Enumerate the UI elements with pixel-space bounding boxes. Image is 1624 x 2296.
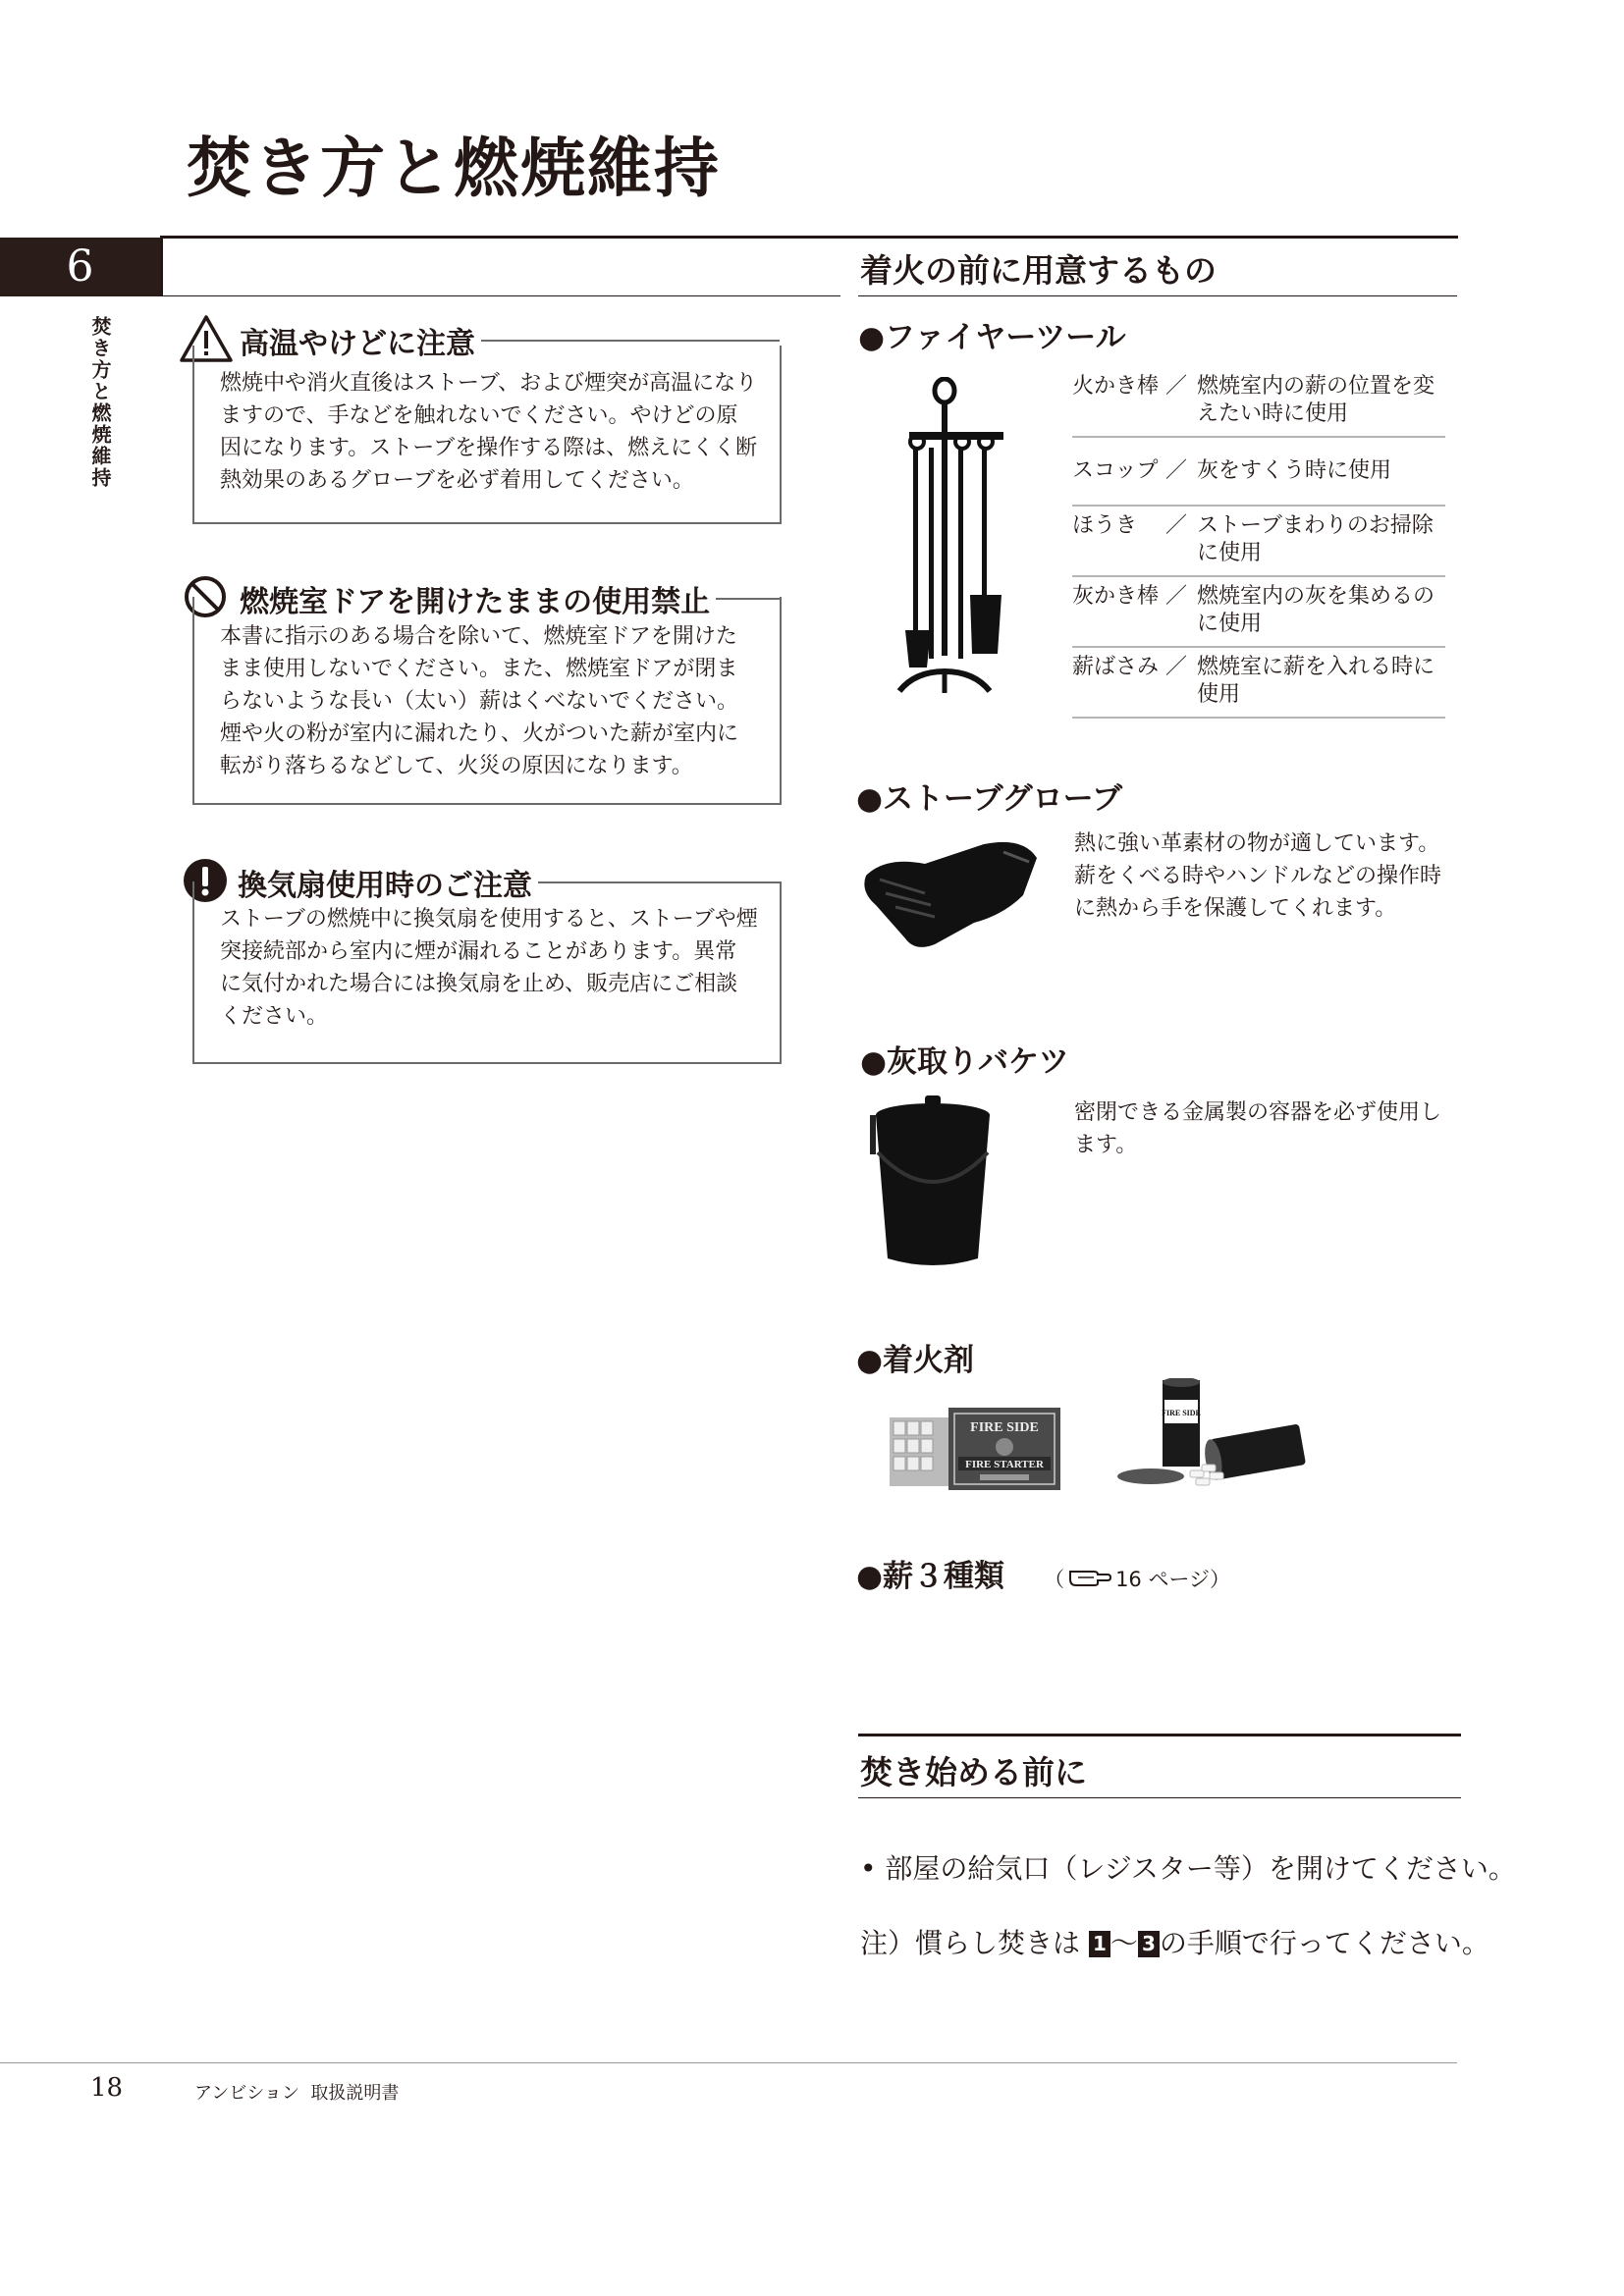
wood-reference[interactable]: （ 16 ページ）: [1044, 1564, 1230, 1593]
tool-description: ストーブまわりのお掃除に使用: [1197, 513, 1434, 565]
before-heading: 焚き始める前に: [860, 1753, 1087, 1791]
notice-title: 高温やけどに注意: [234, 319, 481, 362]
tool-separator: ／: [1165, 655, 1188, 679]
tool-name: 灰かき棒: [1072, 584, 1160, 609]
notice-fan-box: [192, 881, 782, 1064]
notice-door-box: [192, 597, 782, 805]
before-heading-rule-bottom: [858, 1797, 1461, 1798]
glove-description: 熱に強い革素材の物が適しています。薪をくべる時やハンドルなどの操作時に熱から手を保護してくれます。: [1074, 831, 1442, 921]
notice-text: 燃焼中や消火直後はストーブ、および煙突が高温になりますので、手などを触れないでください。やけどの原因になります。ストーブを操作する際は、燃えにくく断熱効果のあるグローブを必ず着用してください。: [220, 371, 758, 493]
notice-title: 燃焼室ドアを開けたままの使用禁止: [234, 577, 716, 620]
glove-title: ●ストーブグローブ: [856, 781, 1123, 817]
tool-separator: ／: [1165, 458, 1188, 483]
tool-separator: ／: [1165, 513, 1188, 538]
ash-bucket-image: [864, 1094, 1001, 1276]
fire-tool-set-image: [895, 377, 1013, 705]
fire-starter-title: ●着火剤: [856, 1343, 975, 1378]
tool-row-tongs: [1072, 654, 1445, 719]
pointing-hand-icon: [1068, 1566, 1111, 1592]
open-register-instruction: • 部屋の給気口（レジスター等）を開けてください。: [860, 1852, 1516, 1885]
manual-title: アンビション 取扱説明書: [194, 2083, 400, 2104]
notice-high-temp-box: [192, 346, 782, 524]
header-rule-top: [160, 236, 1458, 239]
box-label-top: FIRE SIDE: [970, 1420, 1039, 1435]
tool-name: 火かき棒: [1072, 374, 1160, 399]
page-title: 焚き方と燃焼維持: [187, 130, 721, 206]
bucket-description: 密閉できる金属製の容器を必ず使用します。: [1074, 1100, 1442, 1157]
header-rule-bottom-left: [160, 295, 840, 296]
tool-description: 燃焼室内の薪の位置を変えたい時に使用: [1197, 374, 1435, 426]
side-chapter-label: 焚き方と燃焼維持: [88, 316, 112, 489]
tool-row-poker: [1072, 373, 1445, 438]
tool-description: 燃焼室内の灰を集めるのに使用: [1197, 584, 1435, 636]
notice-title: 換気扇使用時のご注意: [232, 861, 538, 904]
prep-heading-rule: [858, 295, 1457, 296]
tool-separator: ／: [1165, 584, 1188, 609]
fire-tool-title: ●ファイヤーツール: [858, 320, 1126, 355]
can-label: FIRE SIDE: [1162, 1409, 1201, 1417]
step-number-box: 1: [1089, 1931, 1110, 1957]
footer-rule: [0, 2062, 1457, 2063]
tool-description: 燃焼室に薪を入れる時に使用: [1197, 655, 1435, 707]
tool-name: 薪ばさみ: [1072, 655, 1160, 679]
wood-title: ●薪３種類: [856, 1559, 1005, 1594]
step-number-box: 3: [1138, 1931, 1160, 1957]
tool-row-ash-rake: [1072, 583, 1445, 648]
tool-description: 灰をすくう時に使用: [1197, 458, 1392, 483]
glove-image: [856, 836, 1043, 958]
before-heading-rule-top: [858, 1734, 1461, 1736]
notice-text: ストーブの燃焼中に換気扇を使用すると、ストーブや煙突接続部から室内に煙が漏れることがあります。異常に気付かれた場合には換気扇を止め、販売店にご相談ください。: [220, 907, 758, 1029]
prep-heading: 着火の前に用意するもの: [860, 251, 1217, 290]
page-number: 18: [90, 2073, 124, 2103]
bucket-title: ●灰取りバケツ: [860, 1044, 1069, 1080]
chapter-number: 6: [0, 238, 160, 296]
break-in-note: 注）慣らし焚きは 1 ～ 3 の手順で行ってください。: [860, 1927, 1489, 1959]
fire-starter-box-image: [890, 1408, 1060, 1496]
fire-starter-can-image: [1111, 1378, 1314, 1500]
tool-name: スコップ: [1072, 458, 1159, 483]
box-label-bottom: FIRE STARTER: [965, 1459, 1044, 1470]
notice-text: 本書に指示のある場合を除いて、燃焼室ドアを開けたまま使用しないでください。また、燃焼室ドアが閉まらないような長い（太い）薪はくべないでください。煙や火の粉が室内に漏れたり、火がついた薪が室内に転がり落ちるなどして、火災の原因になります。: [220, 624, 739, 778]
tool-separator: ／: [1165, 374, 1188, 399]
tool-row-shovel: [1072, 457, 1445, 507]
wood-line: [856, 1551, 1230, 1595]
header-rule-vertical: [160, 238, 163, 296]
tool-name: ほうき: [1072, 513, 1138, 538]
tool-row-broom: [1072, 512, 1445, 577]
